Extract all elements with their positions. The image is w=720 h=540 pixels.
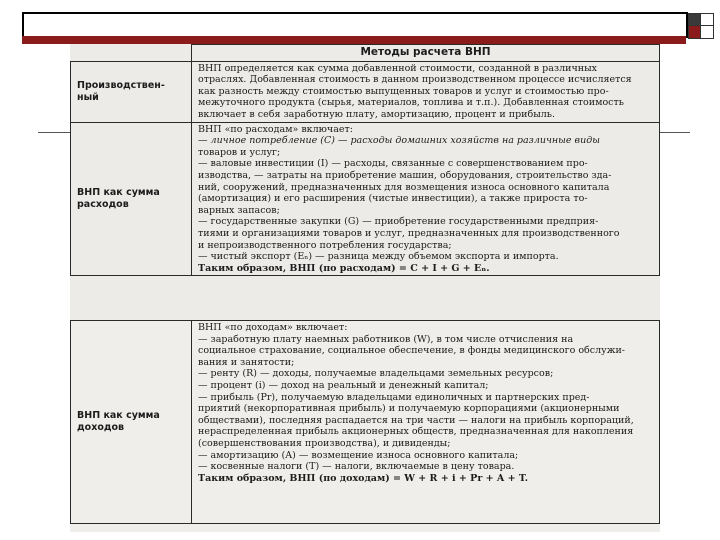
divider-left xyxy=(38,132,70,133)
table-row-expenditure xyxy=(71,122,660,276)
text-line: и непроизводственного потребления государства; xyxy=(198,239,452,251)
text-line: — чистый экспорт (Eₙ) — разница между объемом экспорта и импорта. xyxy=(198,251,559,263)
row-label-line: ВНП как сумма xyxy=(77,410,160,421)
row-label-line: ВНП как сумма xyxy=(77,186,160,198)
text-line: вания и занятости; xyxy=(198,356,295,368)
row-label-expenditure xyxy=(71,122,192,276)
text-line: — личное потребление (C) — расходы домашних хозяйств на различные виды xyxy=(198,135,600,147)
text-line: включает в себя заработную плату, амортизацию, процент и прибыль. xyxy=(198,108,556,120)
text-line: Таким образом, ВНП (по доходам) = W + R + i + Pr + A + T. xyxy=(198,472,528,484)
text-line: — валовые инвестиции (I) — расходы, связанные с совершенствованием про- xyxy=(198,158,588,170)
text-line: варных запасов; xyxy=(198,204,280,216)
row-label-line: ный xyxy=(77,91,99,103)
text-line: — ренту (R) — доходы, получаемые владельцами земельных ресурсов; xyxy=(198,368,554,380)
text-line: как разность между стоимостью выпущенных товаров и услуг и стоимостью про- xyxy=(198,85,609,97)
slide-accent-bar xyxy=(22,36,686,44)
row-label-income xyxy=(71,321,192,524)
text-line: приятий (некорпоративная прибыль) и получаемую корпорациями (акционерными xyxy=(198,403,620,415)
text-line: товаров и услуг; xyxy=(198,146,281,158)
text-line: — заработную плату наемных работников (W), в том числе отчисления на xyxy=(198,333,574,345)
text-line: (совершенствования производства), и дивиденды; xyxy=(198,437,451,449)
income-table xyxy=(70,320,660,524)
text-line: — прибыль (Pr), получаемую владельцами единоличных и партнерских пред- xyxy=(198,391,590,403)
row-label-line: Производствен- xyxy=(77,79,165,91)
row-label-production xyxy=(71,61,192,122)
text-line: ВНП определяется как сумма добавленной стоимости, созданной в различных xyxy=(198,62,598,74)
text-line: тиями и организациями товаров и услуг, предназначенных для производственного xyxy=(198,227,620,239)
text-line: социальное страхование, социальное обеспечение, в фонды медицинского обслужи- xyxy=(198,345,625,357)
table-title: Методы расчета ВНП xyxy=(192,45,660,62)
text-line: ВНП «по расходам» включает: xyxy=(198,123,353,135)
row-text-production xyxy=(192,61,660,122)
text-line: отраслях. Добавленная стоимость в данном производственном процессе исчисляется xyxy=(198,74,632,86)
text-line: (амортизация) и его расширения (чистые инвестиции), а также прироста то- xyxy=(198,193,588,205)
divider-right xyxy=(660,132,690,133)
text-line: — процент (i) — доход на реальный и денежный капитал; xyxy=(198,379,489,391)
table-row-production xyxy=(71,61,660,122)
table-row-income xyxy=(71,321,660,524)
row-text-income xyxy=(192,321,660,524)
corner-square-light-2 xyxy=(700,25,714,39)
text-line: Таким образом, ВНП (по расходам) = C + I + G + Eₙ. xyxy=(198,262,490,274)
text-line: изводства, — затраты на приобретение машин, оборудования, строительство зда- xyxy=(198,169,612,181)
row-label-line: расходов xyxy=(77,198,129,210)
scanned-table-part-2 xyxy=(70,320,660,532)
methods-table xyxy=(70,44,660,276)
text-line: — косвенные налоги (T) — налоги, включаемые в цену товара. xyxy=(198,461,515,473)
scanned-table-part-1 xyxy=(70,44,660,328)
text-line: — амортизацию (A) — возмещение износа основного капитала; xyxy=(198,449,519,461)
slide-title-bar xyxy=(22,12,688,38)
text-line: нераспределенная прибыль акционерных обществ, предназначенная для накопления xyxy=(198,426,634,438)
row-label-line: доходов xyxy=(77,422,125,433)
text-line: — государственные закупки (G) — приобретение государственными предприя- xyxy=(198,216,599,228)
text-line: ВНП «по доходам» включает: xyxy=(198,322,348,333)
row-text-expenditure xyxy=(192,122,660,276)
text-line: обществами), последняя распадается на три части — налоги на прибыль корпораций, xyxy=(198,414,634,426)
text-line: ний, сооружений, предназначенных для возмещения износа основного капитала xyxy=(198,181,610,193)
text-line: межуточного продукта (сырья, материалов, топлива и т.п.). Добавленная стоимость xyxy=(198,97,624,109)
